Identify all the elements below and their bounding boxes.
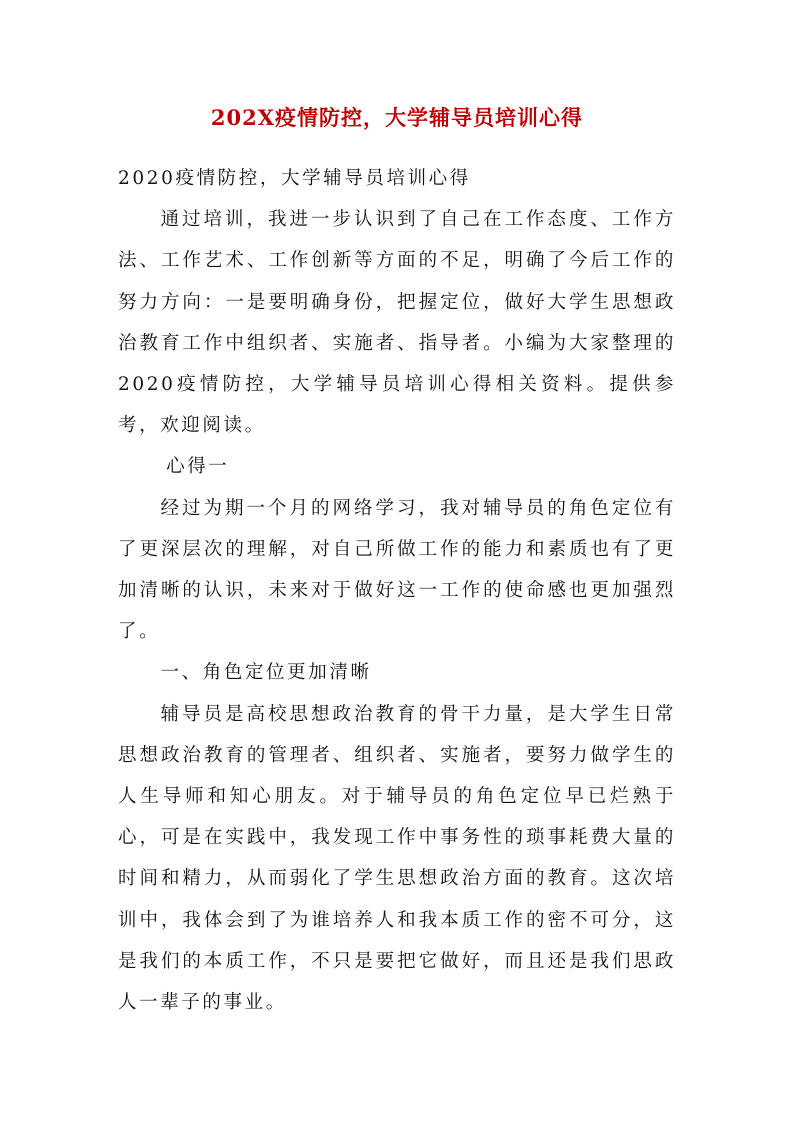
paragraph-1: 经过为期一个月的网络学习，我对辅导员的角色定位有了更深层次的理解，对自己所做工作的能力和素质也有了更加清晰的认识，未来对于做好这一工作的使命感也更加强烈了。 (118, 497, 676, 643)
heading-1: 一、角色定位更加清晰 (160, 662, 372, 684)
section-label: 心得一 (166, 456, 230, 478)
document-body (118, 158, 676, 1023)
document-subtitle: 2020疫情防控，大学辅导员培训心得 (118, 168, 471, 189)
intro-paragraph: 通过培训，我进一步认识到了自己在工作态度、工作方法、工作艺术、工作创新等方面的不足，明确了今后工作的努力方向：一是要明确身份，把握定位，做好大学生思想政治教育工作中组织者、实施者、指导者。小编为大家整理的2020疫情防控，大学辅导员培训心得相关资料。提供参考，欢迎阅读。 (118, 209, 676, 437)
paragraph-2: 辅导员是高校思想政治教育的骨干力量，是大学生日常思想政治教育的管理者、组织者、实施者，要努力做学生的人生导师和知心朋友。对于辅导员的角色定位早已烂熟于心，可是在实践中，我发现工作中事务性的琐事耗费大量的时间和精力，从而弱化了学生思想政治方面的教育。这次培训中，我体会到了为谁培养人和我本质工作的密不可分，这是我们的本质工作，不只是要把它做好，而且还是我们思政人一辈子的事业。 (118, 703, 676, 1014)
document-title: 202X疫情防控，大学辅导员培训心得 (210, 105, 584, 130)
